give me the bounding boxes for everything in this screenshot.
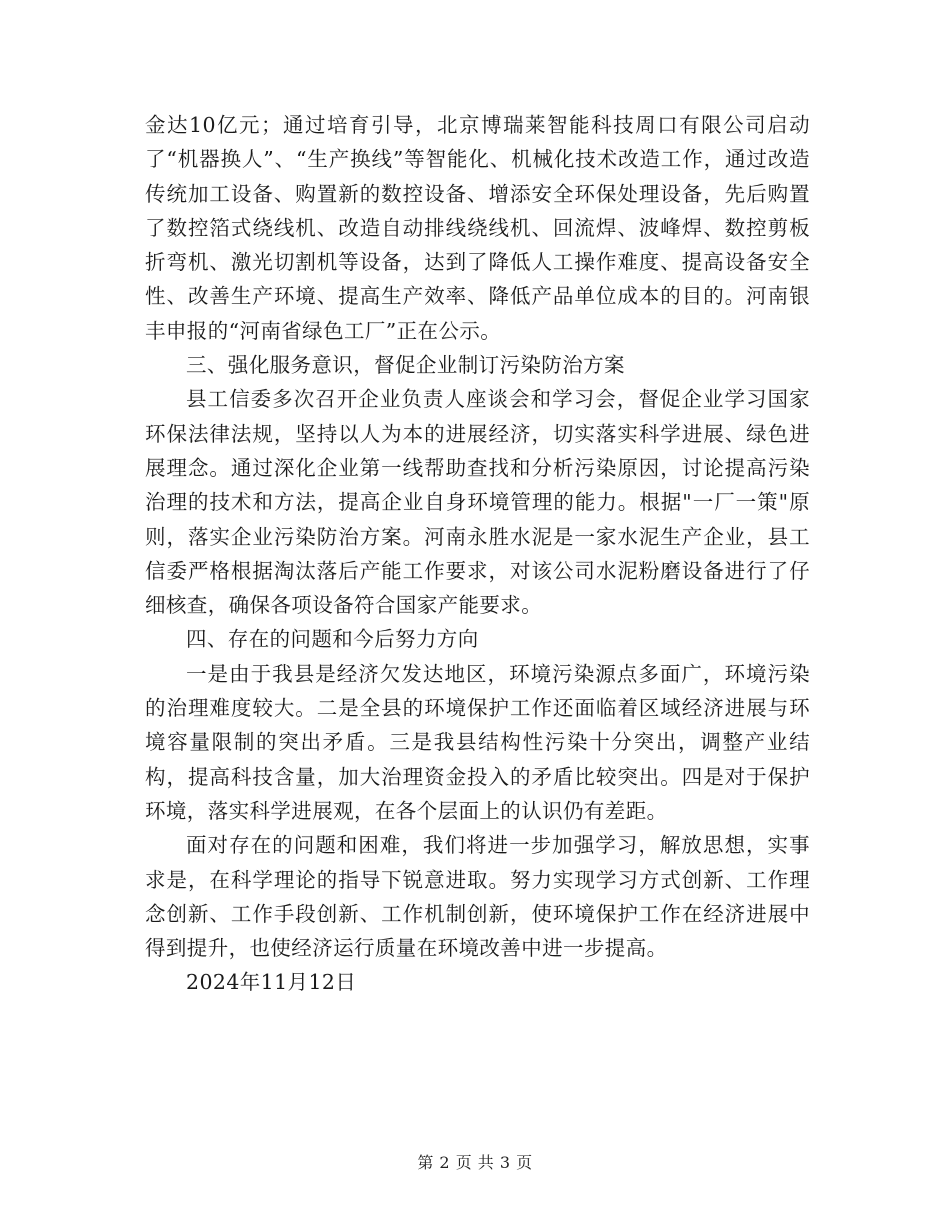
page-number-footer: 第 2 页 共 3 页 — [417, 1153, 533, 1172]
section-heading-four: 四、存在的问题和今后努力方向 — [186, 627, 479, 652]
paragraph-problems: 一是由于我县是经济欠发达地区，环境污染源点多面广，环境污染的治理难度较大。二是全县的环境保护工作还面临着区域经济进展与环境容量限制的突出矛盾。三是我县结构性污染十分突出，调整产业结构，提高科技含量，加大治理资金投入的矛盾比较突出。四是对于保护环境，落实科学进展观，在各个层面上的认识仍有差距。 — [145, 661, 810, 823]
document-body — [145, 108, 810, 1000]
section-heading-three: 三、强化服务意识，督促企业制订污染防治方案 — [186, 353, 625, 378]
paragraph-continuation: 金达10亿元；通过培育引导，北京博瑞莱智能科技周口有限公司启动了“机器换人”、“生产换线”等智能化、机械化技术改造工作，通过改造传统加工设备、购置新的数控设备、增添安全环保处理设备，先后购置了数控箔式绕线机、改造自动排线绕线机、回流焊、波峰焊、数控剪板折弯机、激光切割机等设备，达到了降低人工操作难度、提高设备安全性、改善生产环境、提高生产效率、降低产品单位成本的目的。河南银丰申报的“河南省绿色工厂”正在公示。 — [145, 113, 810, 343]
paragraph-future-direction: 面对存在的问题和困难，我们将进一步加强学习，解放思想，实事求是，在科学理论的指导下锐意进取。努力实现学习方式创新、工作理念创新、工作手段创新、工作机制创新，使环境保护工作在经济进展中得到提升，也使经济运行质量在环境改善中进一步提高。 — [145, 833, 810, 961]
paragraph-service-awareness: 县工信委多次召开企业负责人座谈会和学习会，督促企业学习国家环保法律法规，坚持以人为本的进展经济，切实落实科学进展、绿色进展理念。通过深化企业第一线帮助查找和分析污染原因，讨论提高污染治理的技术和方法，提高企业自身环境管理的能力。根据"一厂一策"原则，落实企业污染防治方案。河南永胜水泥是一家水泥生产企业，县工信委严格根据淘汰落后产能工作要求，对该公司水泥粉磨设备进行了仔细核查，确保各项设备符合国家产能要求。 — [145, 387, 810, 618]
document-date: 2024年11月12日 — [186, 970, 357, 995]
